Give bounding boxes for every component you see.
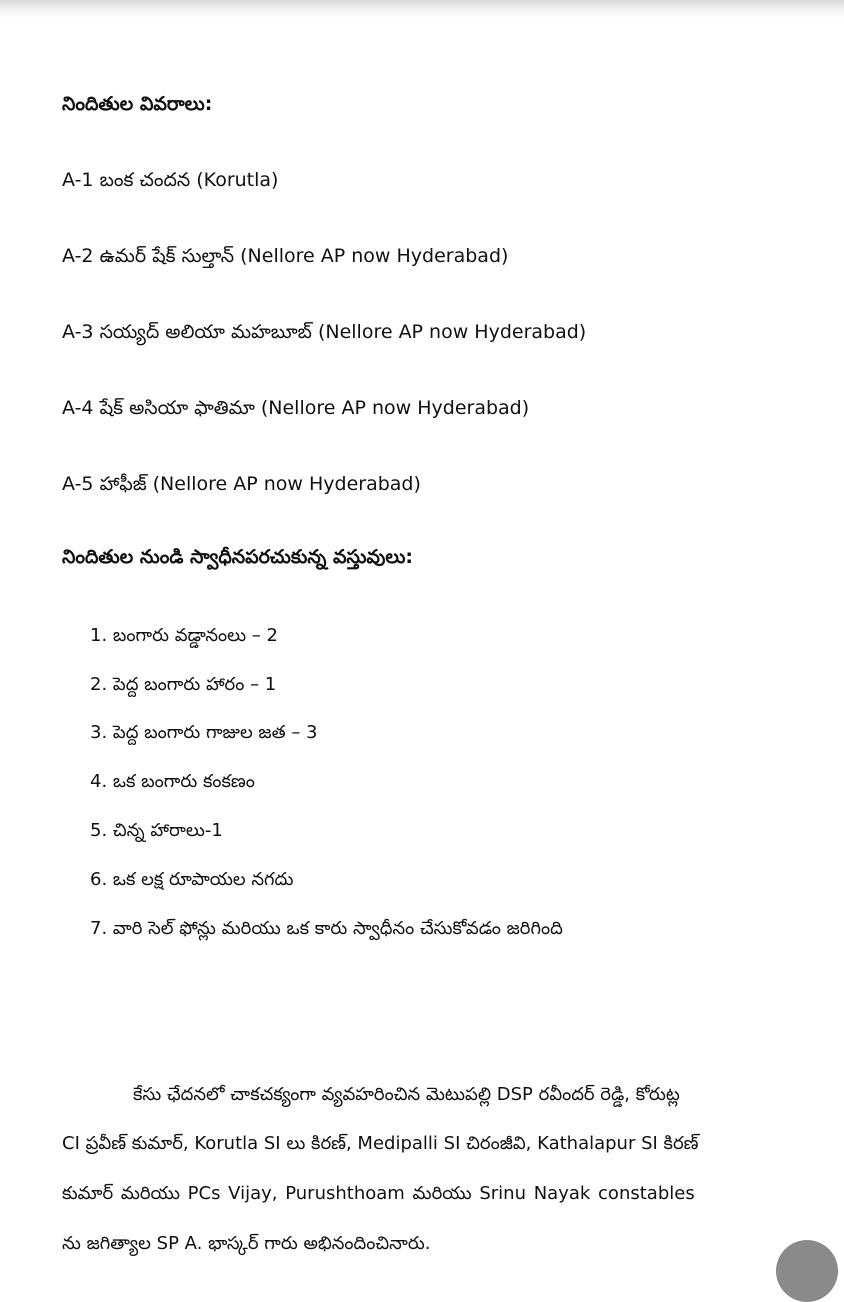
accused-item-a2: A-2 ఉమర్ షేక్ సుల్తాన్ (Nellore AP now Hyderabad)	[62, 245, 509, 267]
seized-item-3: 3. పెద్ద బంగారు గాజుల జత – 3	[90, 722, 318, 743]
seized-item-5: 5. చిన్న హారాలు-1	[90, 820, 223, 841]
seized-item-7: 7. వారి సెల్ ఫోన్లు మరియు ఒక కారు స్వాధీనం చేసుకోవడం జరిగింది	[90, 918, 563, 939]
seized-items-heading: నిందితుల నుండి స్వాధీనపరచుకున్న వస్తువులు:	[62, 546, 413, 568]
appreciation-line-2: CI ప్రవీణ్ కుమార్, Korutla SI లు కిరణ్, Medipalli SI చిరంజీవి, Kathalapur SI కిరణ్	[62, 1133, 699, 1154]
accused-item-a3: A-3 సయ్యద్ అలియా మహబూబ్ (Nellore AP now Hyderabad)	[62, 321, 587, 343]
accused-item-a4: A-4 షేక్ అసియా ఫాతిమా (Nellore AP now Hyderabad)	[62, 397, 530, 419]
seized-item-2: 2. పెద్ద బంగారు హారం – 1	[90, 674, 277, 695]
seized-item-4: 4. ఒక బంగారు కంకణం	[90, 771, 255, 792]
seized-item-6: 6. ఒక లక్ష రూపాయల నగదు	[90, 869, 294, 890]
appreciation-line-3: కుమార్ మరియు PCs Vijay, Purushthoam మరియు Srinu Nayak constables	[62, 1183, 695, 1204]
seized-item-1: 1. బంగారు వడ్డానంలు – 2	[90, 625, 278, 646]
appreciation-line-1: కేసు ఛేదనలో చాకచక్యంగా వ్యవహరించిన మెటుపల్లి DSP రవీందర్ రెడ్డి, కోరుట్ల	[133, 1084, 680, 1105]
appreciation-line-4: ను జగిత్యాల SP A. భాస్కర్ గారు అభినందించినారు.	[62, 1233, 431, 1254]
accused-details-heading: నిందితుల వివరాలు:	[62, 93, 213, 115]
accused-item-a1: A-1 బంక చందన (Korutla)	[62, 169, 279, 191]
accused-item-a5: A-5 హాఫీజ్ (Nellore AP now Hyderabad)	[62, 473, 421, 495]
floating-scroll-button[interactable]	[776, 1240, 838, 1302]
